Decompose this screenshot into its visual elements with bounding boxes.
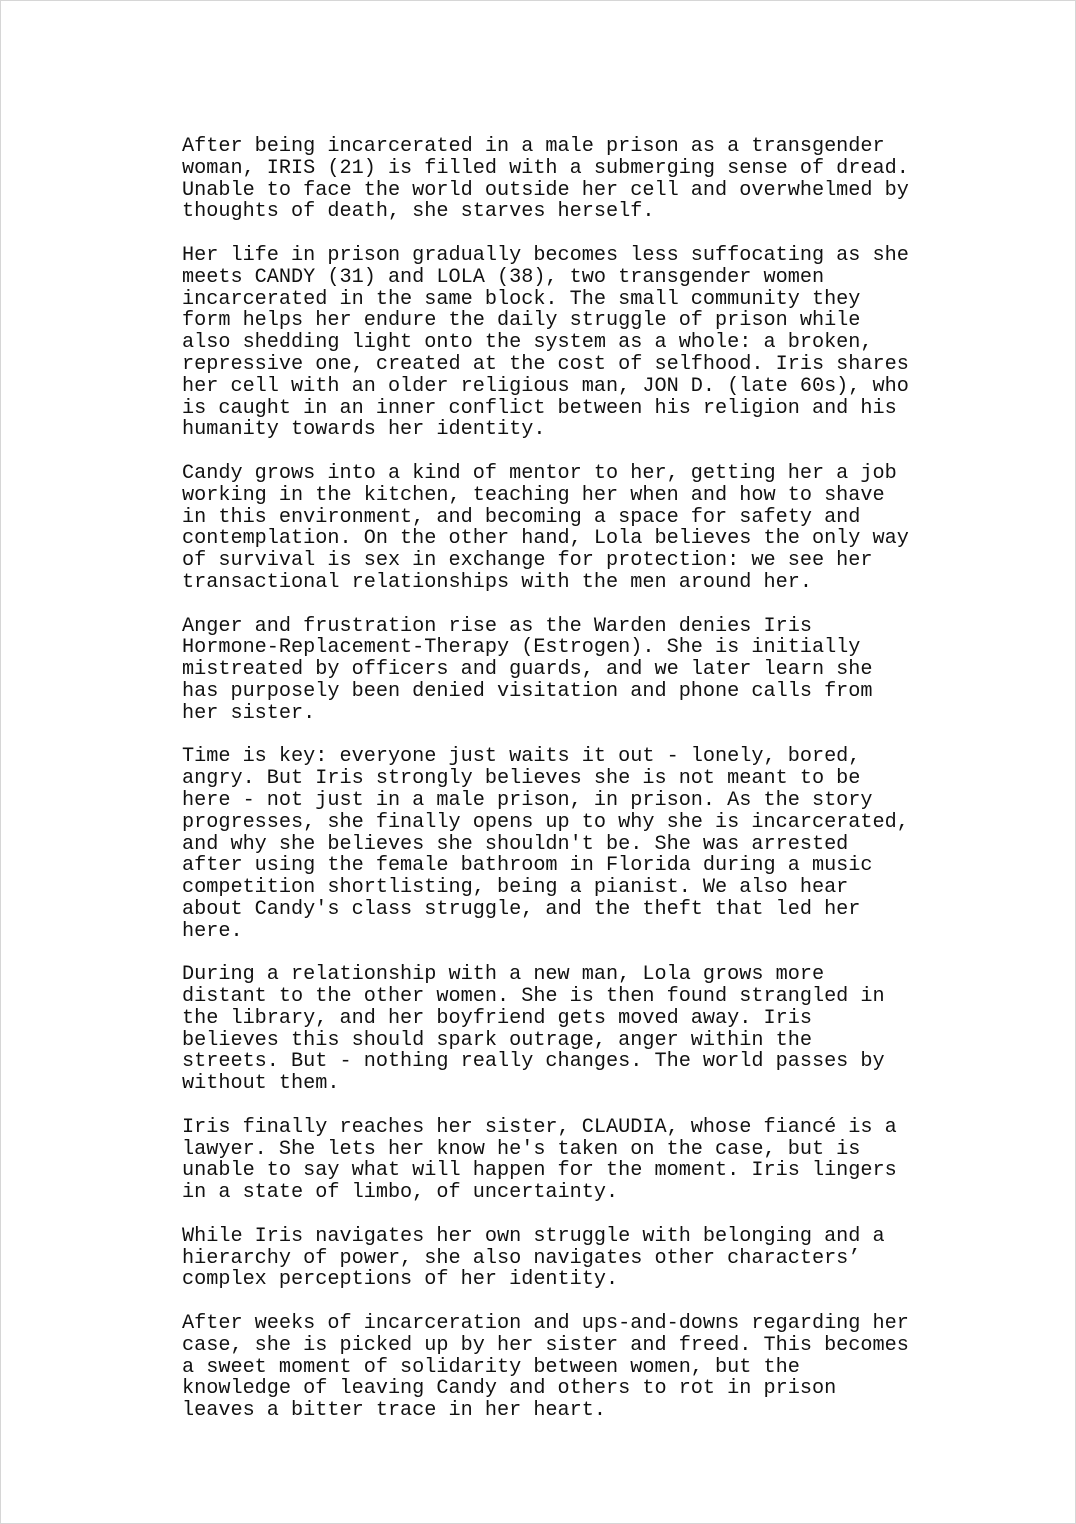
- paragraph: Time is key: everyone just waits it out - lonely, bored, angry. But Iris strongly believes she is not meant to be here - not just in a male prison, in prison. As the story progresses, she finally opens up to why she is incarcerated, and why she believes she shouldn't be. She was arrested after using the female bathroom in Florida during a music competition shortlisting, being a pianist. We also hear about Candy's class struggle, and the theft that led her here.: [182, 745, 909, 943]
- paragraph: After being incarcerated in a male prison as a transgender woman, IRIS (21) is filled with a submerging sense of dread. Unable to face the world outside her cell and overwhelmed by thoughts of death, she starves herself.: [182, 135, 909, 224]
- paragraph: Candy grows into a kind of mentor to her, getting her a job working in the kitchen, teaching her when and how to shave in this environment, and becoming a space for safety and contemplation. On the other hand, Lola believes the only way of survival is sex in exchange for protection: we see her transactional relationships with the men around her.: [182, 461, 909, 594]
- paragraph: Her life in prison gradually becomes less suffocating as she meets CANDY (31) and LOLA (38), two transgender women incarcerated in the same block. The small community they form helps her endure the daily struggle of prison while also shedding light onto the system as a whole: a broken, repressive one, created at the cost of selfhood. Iris shares her cell with an older religious man, JON D. (late 60s), who is caught in an inner conflict between his religion and his humanity towards her identity.: [182, 243, 909, 442]
- document-body: [182, 136, 1002, 1444]
- paragraph: During a relationship with a new man, Lola grows more distant to the other women. She is then found strangled in the library, and her boyfriend gets moved away. Iris believes this should spark outrage, anger within the streets. But - nothing really changes. The world passes by without them.: [182, 963, 885, 1096]
- paragraph: After weeks of incarceration and ups-and-downs regarding her case, she is picked up by her sister and freed. This becomes a sweet moment of solidarity between women, but the knowledge of leaving Candy and others to rot in prison leaves a bitter trace in her heart.: [182, 1312, 909, 1423]
- paragraph: Iris finally reaches her sister, CLAUDIA, whose fiancé is a lawyer. She lets her know he's taken on the case, but is unable to say what will happen for the moment. Iris lingers in a state of limbo, of uncertainty.: [182, 1115, 897, 1205]
- paragraph: While Iris navigates her own struggle with belonging and a hierarchy of power, she also navigates other characters’ complex perceptions of her identity.: [182, 1224, 885, 1292]
- paragraph: Anger and frustration rise as the Warden denies Iris Hormone-Replacement-Therapy (Estrogen). She is initially mistreated by officers and guards, and we later learn she has purposely been denied visitation and phone calls from her sister.: [182, 614, 873, 725]
